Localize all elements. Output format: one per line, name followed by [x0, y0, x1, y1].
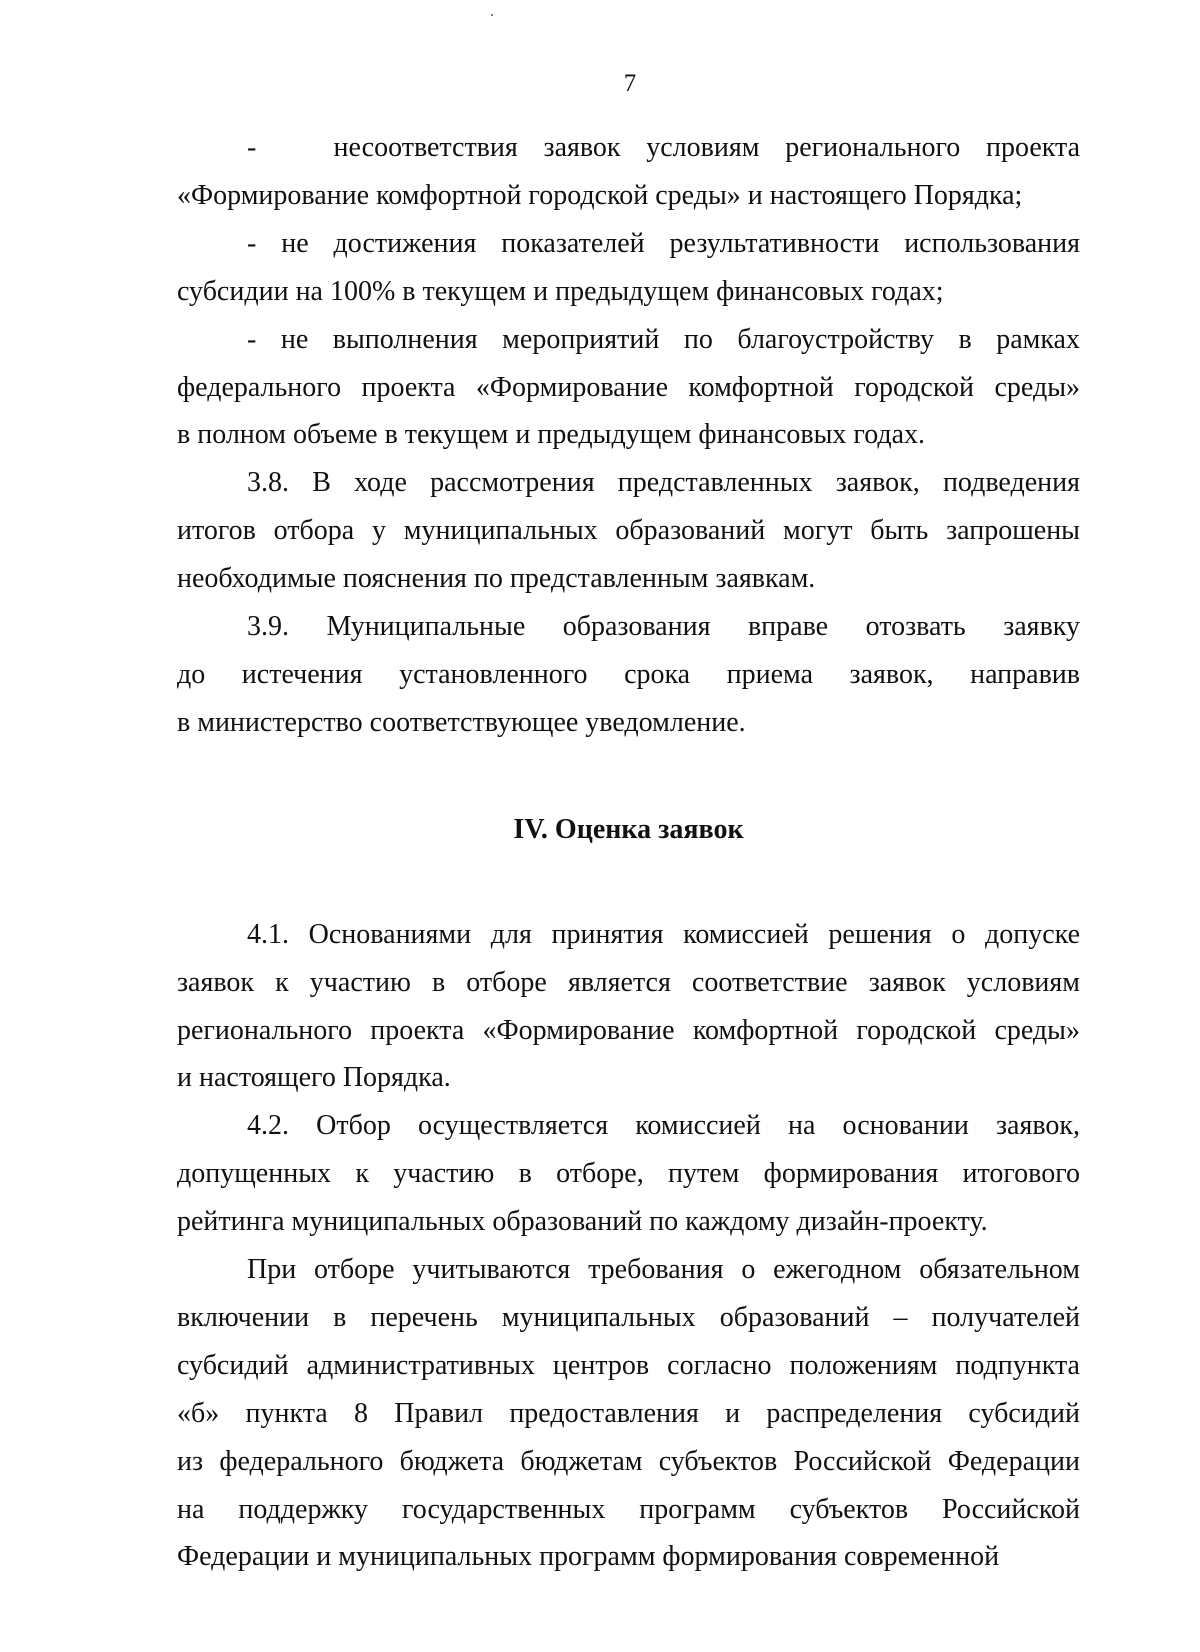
paragraph	[177, 459, 1080, 603]
paragraph	[177, 316, 1080, 460]
text-line: необходимые пояснения по представленным заявкам.	[177, 563, 816, 595]
paragraph	[177, 1102, 1080, 1246]
scan-speck	[491, 14, 493, 16]
text-line: 4.1. Основаниями для принятия комиссией решения о допуске	[247, 918, 1080, 950]
text-line: до истечения установленного срока приема заявок, направив	[177, 658, 1080, 690]
paragraph	[177, 220, 1080, 316]
text-line: 3.9. Муниципальные образования вправе отозвать заявку	[247, 611, 1080, 643]
text-line: на поддержку государственных программ субъектов Российской	[177, 1493, 1080, 1525]
text-line: включении в перечень муниципальных образований – получателей	[177, 1301, 1080, 1333]
text-line: допущенных к участию в отборе, путем формирования итогового	[177, 1158, 1080, 1190]
text-line: рейтинга муниципальных образований по каждому дизайн-проекту.	[177, 1206, 988, 1238]
paragraphs-section-4	[177, 911, 1080, 1582]
paragraph	[177, 1246, 1080, 1581]
text-line: - не достижения показателей результативности использования	[247, 227, 1080, 259]
text-line: субсидии на 100% в текущем и предыдущем финансовых годах;	[177, 275, 944, 307]
text-line: - несоответствия заявок условиям регионального проекта	[247, 132, 1080, 163]
page-number: 7	[623, 70, 637, 97]
paragraph	[177, 603, 1080, 747]
text-line: субсидий административных центров согласно положениям подпункта	[177, 1349, 1080, 1381]
text-line: «Формирование комфортной городской среды» и настоящего Порядка;	[177, 179, 1023, 211]
text-line: - не выполнения мероприятий по благоустройству в рамках	[247, 323, 1080, 355]
paragraph	[177, 124, 1080, 220]
text-line: 3.8. В ходе рассмотрения представленных заявок, подведения	[247, 467, 1080, 499]
paragraphs-section-3	[177, 124, 1080, 747]
text-line: из федерального бюджета бюджетам субъектов Российской Федерации	[177, 1445, 1080, 1477]
text-line: 4.2. Отбор осуществляется комиссией на основании заявок,	[247, 1110, 1080, 1142]
text-line: регионального проекта «Формирование комфортной городской среды»	[177, 1014, 1080, 1046]
text-line: итогов отбора у муниципальных образований могут быть запрошены	[177, 515, 1080, 547]
text-line: федерального проекта «Формирование комфортной городской среды»	[177, 371, 1080, 403]
paragraph	[177, 911, 1080, 1103]
text-line: «б» пункта 8 Правил предоставления и распределения субсидий	[177, 1397, 1080, 1429]
text-line: в полном объеме в текущем и предыдущем финансовых годах.	[177, 419, 926, 451]
text-line: Федерации и муниципальных программ формирования современной	[177, 1541, 1000, 1573]
section-heading: IV. Оценка заявок	[513, 813, 744, 845]
document-body	[177, 124, 1080, 1581]
text-line: При отборе учитываются требования о ежегодном обязательном	[247, 1254, 1080, 1286]
text-line: и настоящего Порядка.	[177, 1062, 451, 1094]
text-line: заявок к участию в отборе является соответствие заявок условиям	[177, 966, 1080, 998]
text-line: в министерство соответствующее уведомление.	[177, 706, 746, 738]
